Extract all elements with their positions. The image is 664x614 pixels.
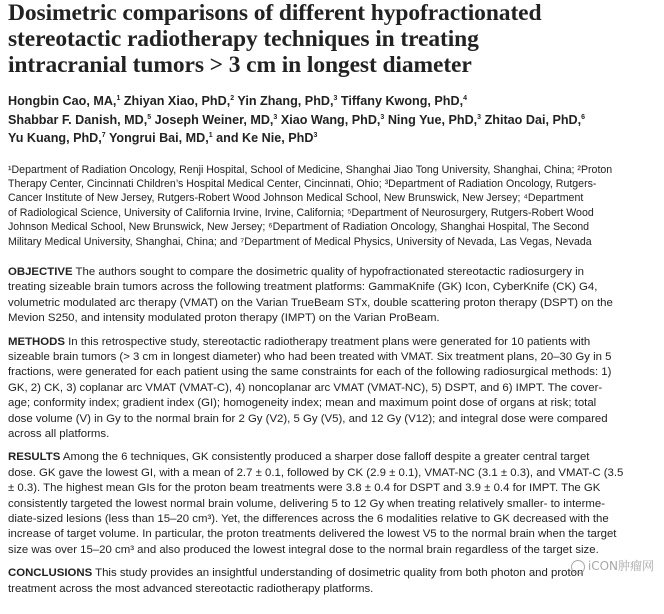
author-name: Hongbin Cao, MA, [8,94,117,108]
author-affiliation-number: 6 [581,113,586,121]
methods-section [8,335,658,443]
author-affiliation-number: 1 [116,94,121,102]
section-text: treatment across the most advanced stereotactic radiotherapy platforms. [8,582,374,595]
section-text: dose volume (V) in Gy to the normal brain for 2 Gy (V2), 5 Gy (V5), and 12 Gy (V12); and integral dose were compared [8,412,608,425]
section-text: consistently targeted the lowest normal brain volume, delivering 5 to 12 Gy when treating relatively smaller- to interme- [8,497,606,510]
author-name: Shabbar F. Danish, MD, [8,112,148,127]
section-heading: CONCLUSIONS [8,567,93,580]
title-line: stereotactic radiotherapy techniques in treating [8,26,479,52]
author-affiliation-number: 1 [208,131,213,139]
section-text: size was over 15–20 cm³ and also produced the lowest integral dose to the normal brain regardless of the target size. [8,543,599,556]
section-text: across all platforms. [8,428,110,440]
section-text: age; conformity index; gradient index (GI); homogeneity index; mean and maximum point dose of organs at risk; total [8,397,597,410]
author-name: Ning Yue, PhD, [384,112,478,127]
title-line: intracranial tumors > 3 cm in longest diameter [8,52,472,78]
section-text: In this retrospective study, stereotactic radiotherapy treatment plans were generated for 10 patients with [64,335,591,348]
section-text: increase of target volume. In particular, the proton treatments delivered the lowest V5 to the normal brain when the target [8,528,617,541]
affiliation-line: Military Medical University, Shanghai, China; and ⁷Department of Medical Physics, University of Nevada, Las Vegas, Nevada [8,235,592,248]
affiliation-line: Cancer Institute of New Jersey, Rutgers-Robert Wood Johnson Medical School, New Brunswick, New Jersey; ⁴Department [8,192,584,205]
affiliations [8,163,658,249]
affiliation-line: ¹Department of Radiation Oncology, Renji Hospital, School of Medicine, Shanghai Jiao Tong University, Shanghai, China; ²Proton [8,163,613,176]
author-affiliation-number: 3 [380,113,385,121]
author-affiliation-number: 3 [333,94,338,102]
section-text: diate-sized lesions (less than 15–20 cm³). Yet, the differences across the 6 modalities relative to GK decreased with the [8,513,609,526]
author-name: and Ke Nie, PhD [212,131,314,145]
section-heading: RESULTS [8,451,61,464]
author-affiliation-number: 4 [463,94,468,102]
author-name: Zhiyan Xiao, PhD, [120,94,231,108]
conclusions-section [8,566,658,597]
section-text: dose. GK gave the lowest GI, with a mean of 2.7 ± 0.1, followed by CK (2.9 ± 0.1), VMAT-NC (3.1 ± 0.3), and VMAT-C (3.5 [8,466,624,479]
affiliation-line: of Radiological Science, University of California Irvine, Irvine, California; ⁵Department of Neurosurgery, Rutgers-Robert Wood [8,206,594,219]
objective-section [8,265,658,327]
author-name: Yongrui Bai, MD, [105,131,209,145]
author-line [8,111,658,130]
results-section [8,450,658,558]
section-text: The authors sought to compare the dosimetric quality of hypofractionated stereotactic radiosurgery in [72,265,584,278]
author-affiliation-number: 7 [101,131,106,139]
author-affiliation-number: 3 [313,131,318,139]
author-affiliation-number: 2 [230,94,235,102]
author-affiliation-number: 3 [273,113,278,121]
author-name: Xiao Wang, PhD, [277,112,381,127]
author-name: Yin Zhang, PhD, [234,94,334,108]
title-line: Dosimetric comparisons of different hypofractionated [8,0,542,26]
author-name: Joseph Weiner, MD, [151,112,274,127]
author-name: Yu Kuang, PhD, [8,131,102,145]
section-text: Mevion S250, and intensity modulated proton therapy (IMPT) on the Varian ProBeam. [8,312,440,325]
section-text: This study provides an insightful understanding of dosimetric quality from both photon and proton [92,567,584,580]
section-text: ± 0.3). The highest mean GIs for the proton beam treatments were 3.8 ± 0.4 for DSPT and 3.9 ± 0.4 for IMPT. The GK [8,482,601,495]
author-line [8,129,658,148]
section-heading: OBJECTIVE [8,265,73,278]
section-text: volumetric modulated arc therapy (VMAT) on the Varian TrueBeam STx, double scattering proton therapy (DSPT) on the [8,296,613,309]
watermark [571,557,654,574]
author-name: Zhitao Dai, PhD, [481,112,582,127]
paper-page [8,0,658,597]
affiliation-line: Therapy Center, Cincinnati Children’s Hospital Medical Center, Cincinnati, Ohio; ³Department of Radiation Oncology, Rutgers- [8,177,597,190]
author-affiliation-number: 5 [147,113,152,121]
section-heading: METHODS [8,335,65,348]
section-text: sizeable brain tumors (> 3 cm in longest diameter) who had been treated with VMAT. Six treatment plans, 20–30 Gy in 5 [8,350,612,363]
section-text: fractions, were generated for each patient using the same constraints for each of the following radiosurgical methods: 1) [8,366,612,379]
section-text: Among the 6 techniques, GK consistently produced a sharper dose falloff despite a greater central target [60,451,590,464]
author-name: Tiffany Kwong, PhD, [337,94,464,108]
author-affiliation-number: 3 [477,113,482,121]
paper-title [8,0,658,78]
abstract [8,265,658,597]
wechat-icon [571,560,585,574]
section-text: treating sizeable brain tumors across the following treatment platforms: GammaKnife (GK) Icon, CyberKnife (CK) G4, [8,281,598,294]
section-text: GK, 2) CK, 3) coplanar arc VMAT (VMAT-C), 4) noncoplanar arc VMAT (VMAT-NC), 5) DSPT, and 6) IMPT. The cover- [8,381,603,394]
watermark-text: iCON肿瘤网 [587,559,654,573]
affiliation-line: Johnson Medical School, New Brunswick, New Jersey; ⁶Department of Radiation Oncology, Shanghai Hospital, The Second [8,221,590,234]
author-line [8,92,658,111]
author-list [8,92,658,148]
